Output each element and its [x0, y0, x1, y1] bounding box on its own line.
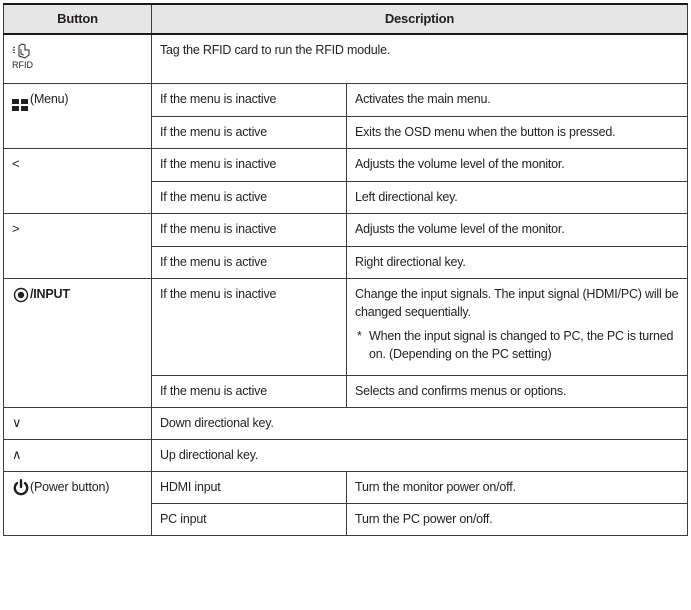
header-button: Button: [4, 4, 152, 34]
power-icon: [12, 479, 30, 496]
table-row-power-hdmi: [4, 472, 688, 504]
menu-button-label: (Menu): [30, 92, 69, 106]
cell-rfid-desc: Tag the RFID card to run the RFID module.: [152, 34, 688, 84]
input-note-text: When the input signal is changed to PC, the PC is turned on. (Depending on the PC setting): [369, 329, 674, 361]
cell-right-active-condition: If the menu is active: [152, 247, 347, 279]
cell-rfid-button: [4, 34, 152, 84]
cell-power-button: [4, 472, 152, 536]
power-button-label: (Power button): [30, 480, 110, 494]
rfid-icon-label: RFID: [12, 60, 33, 70]
cell-power-pc-condition: PC input: [152, 504, 347, 536]
cell-right-button: [4, 214, 152, 279]
note-asterisk: *: [357, 329, 362, 343]
down-arrow-label: ∨: [12, 415, 22, 430]
rfid-tag-icon: [12, 43, 32, 59]
table-row-left-inactive: [4, 149, 688, 182]
table-row-menu-inactive: [4, 84, 688, 117]
header-description: Description: [152, 4, 688, 34]
input-inactive-desc-text: Change the input signals. The input signal (HDMI/PC) will be changed sequentially.: [355, 287, 679, 319]
cell-menu-inactive-desc: Activates the main menu.: [347, 84, 688, 117]
cell-left-inactive-desc: Adjusts the volume level of the monitor.: [347, 149, 688, 182]
cell-input-button: [4, 279, 152, 408]
cell-right-inactive-condition: If the menu is inactive: [152, 214, 347, 247]
table-row-right-inactive: [4, 214, 688, 247]
cell-down-desc: Down directional key.: [152, 408, 688, 440]
table-row-rfid: [4, 34, 688, 84]
cell-right-active-desc: Right directional key.: [347, 247, 688, 279]
cell-power-hdmi-condition: HDMI input: [152, 472, 347, 504]
cell-input-active-condition: If the menu is active: [152, 376, 347, 408]
table-row-down: [4, 408, 688, 440]
cell-input-inactive-condition: If the menu is inactive: [152, 279, 347, 376]
cell-input-inactive-desc: [347, 279, 688, 376]
cell-left-button: [4, 149, 152, 214]
table-header-row: [4, 4, 688, 34]
cell-left-active-desc: Left directional key.: [347, 182, 688, 214]
cell-right-inactive-desc: Adjusts the volume level of the monitor.: [347, 214, 688, 247]
rfid-symbol: [12, 41, 151, 70]
cell-menu-active-desc: Exits the OSD menu when the button is pressed.: [347, 117, 688, 149]
right-arrow-label: >: [12, 221, 20, 236]
menu-grid-icon: [12, 99, 28, 111]
cell-up-desc: Up directional key.: [152, 440, 688, 472]
input-button-label: /INPUT: [30, 287, 70, 301]
cell-menu-button: [4, 84, 152, 149]
cell-down-button: [4, 408, 152, 440]
button-description-table: [3, 3, 688, 536]
cell-menu-active-condition: If the menu is active: [152, 117, 347, 149]
up-arrow-label: ∧: [12, 447, 22, 462]
input-note: [355, 327, 687, 363]
table-row-up: [4, 440, 688, 472]
table-row-input-inactive: [4, 279, 688, 376]
cell-menu-inactive-condition: If the menu is inactive: [152, 84, 347, 117]
cell-input-active-desc: Selects and confirms menus or options.: [347, 376, 688, 408]
cell-left-active-condition: If the menu is active: [152, 182, 347, 214]
cell-left-inactive-condition: If the menu is inactive: [152, 149, 347, 182]
cell-power-pc-desc: Turn the PC power on/off.: [347, 504, 688, 536]
cell-power-hdmi-desc: Turn the monitor power on/off.: [347, 472, 688, 504]
cell-up-button: [4, 440, 152, 472]
left-arrow-label: <: [12, 156, 20, 171]
input-target-icon: [12, 287, 30, 303]
